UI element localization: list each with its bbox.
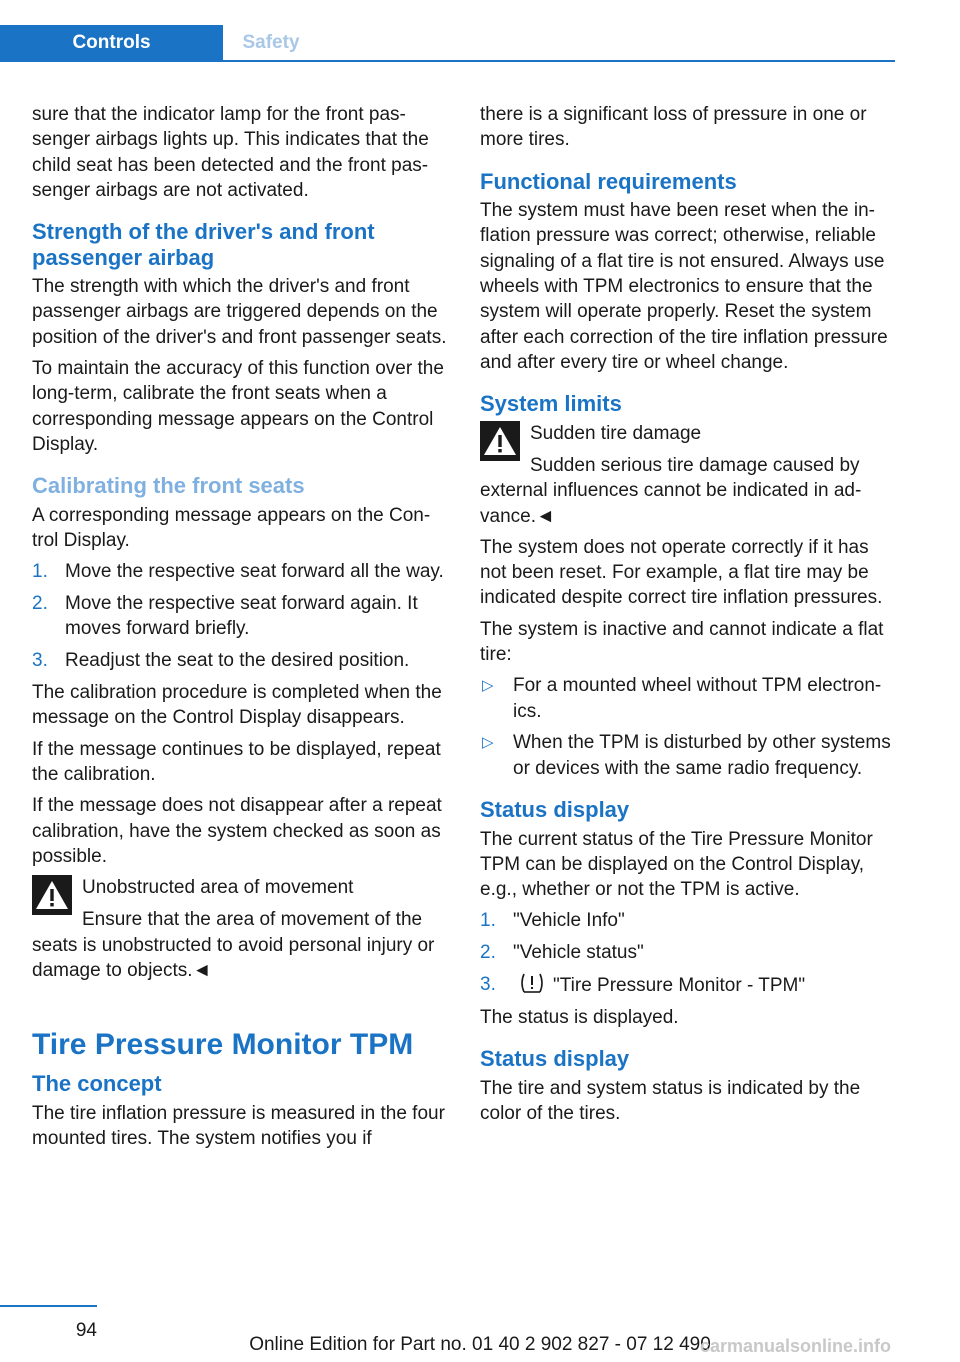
list-item [480,972,898,998]
bullet-text: For a mounted wheel without TPM electronics. [513,675,882,722]
edition-line: Online Edition for Part no. 01 40 2 902 827 - 07 12 490 [249,1334,711,1355]
paragraph: If the message does not disappear after a repeat calibration, have the system checked as soon as possible. [32,795,442,867]
watermark: carmanualsonline.info [700,1336,892,1356]
step-number: 3. [480,974,496,996]
inactive-conditions-list [480,673,898,781]
calibration-steps [32,559,450,673]
list-item [480,673,898,724]
step-number: 3. [32,650,48,672]
step-text: Move the respective seat forward again. It moves forward briefly. [65,593,418,640]
heading-tire-pressure-monitor: Tire Pressure Monitor TPM [32,1028,414,1062]
paragraph: The system is inactive and cannot indicate a flat tire: [480,618,884,666]
step-number: 1. [480,910,496,932]
warning-box [32,875,450,983]
list-item [32,591,450,642]
step-text: Move the respective seat forward all the way. [65,561,444,583]
paragraph: The tire and system status is indicated by the color of the tires. [480,1077,861,1124]
step-number: 2. [480,942,496,964]
list-item [480,908,898,933]
warning-text: Sudden serious tire damage caused by [530,454,860,476]
step-number: 2. [32,593,48,615]
list-item [480,730,898,781]
warning-text-continued: external influences cannot be indicated in advance.◄ [480,480,862,527]
intro-paragraph: sure that the indicator lamp for the front passenger airbags lights up. This indicates that the child seat has been detected and the front passenger airbags are not activated. [32,104,429,201]
paragraph: The status is displayed. [480,1006,679,1028]
heading-calibrating-seats: Calibrating the front seats [32,473,305,499]
heading-system-limits: System limits [480,391,622,417]
heading-functional-requirements: Functional requirements [480,168,737,194]
status-steps [480,908,898,998]
left-column [32,102,450,1157]
footer-rule [0,1305,97,1307]
triangle-bullet-icon: ▷ [482,734,494,752]
heading-the-concept: The concept [32,1071,162,1097]
step-number: 1. [32,561,48,583]
paragraph: The strength with which the driver's and front passenger airbags are triggered depends on the position of the driver's and front passenger seats. [32,276,447,348]
warning-title: Unobstructed area of movement [82,877,354,899]
paragraph: The tire inflation pressure is measured in the four mounted tires. The system notifies you if [32,1102,445,1150]
triangle-bullet-icon: ▷ [482,677,494,695]
warning-text: Ensure that the area of movement of the [82,909,423,931]
paragraph: The system does not operate correctly if it has not been reset. For example, a flat tire may be indicated despite correct tire inflation pressures. [480,536,883,609]
step-text: Readjust the seat to the desired position. [65,650,410,672]
paragraph: The current status of the Tire Pressure Monitor TPM can be displayed on the Control Display, e.g., whether or not the TPM is active. [480,828,873,901]
bullet-text: When the TPM is disturbed by other systems or devices with the same radio frequency. [513,732,891,779]
paragraph: If the message continues to be displayed, repeat the calibration. [32,738,441,785]
section-tab-bar [0,25,895,62]
tab-safety[interactable]: Safety [242,32,300,53]
warning-triangle-icon [480,421,520,461]
paragraph: The calibration procedure is completed when the message on the Control Display disappears. [32,682,442,729]
list-item [480,940,898,965]
heading-airbag-strength: Strength of the driver's and front passenger airbag [32,219,375,270]
heading-status-display-2: Status display [480,1046,630,1072]
page-number: 94 [75,1320,97,1341]
step-text: "Tire Pressure Monitor - TPM" [553,975,806,997]
heading-status-display: Status display [480,797,630,823]
list-item [32,648,450,673]
paragraph: To maintain the accuracy of this function over the long-term, calibrate the front seats when a corresponding message appears on the Control Display. [32,358,444,455]
tab-controls[interactable]: Controls [0,25,223,60]
step-text: "Vehicle Info" [513,910,625,932]
list-item [32,559,450,584]
paragraph: A corresponding message appears on the Control Display. [32,504,431,552]
warning-box [480,421,898,529]
step-text: "Vehicle status" [513,942,644,964]
right-column [480,102,898,1132]
paragraph: The system must have been reset when the inflation pressure was correct; otherwise, reliable signaling of a flat tire is not ensured. Always use wheels with TPM electronics to ensure that the system will operate properly. Reset the system after each correction of the tire inflation pressure and after every tire or wheel change. [480,200,888,373]
warning-title: Sudden tire damage [530,422,702,444]
tire-pressure-warning-icon [519,972,545,994]
warning-text-continued: seats is unobstructed to avoid personal injury or damage to objects.◄ [32,934,435,982]
paragraph: there is a significant loss of pressure in one or more tires. [480,104,867,151]
warning-triangle-icon [32,875,72,915]
